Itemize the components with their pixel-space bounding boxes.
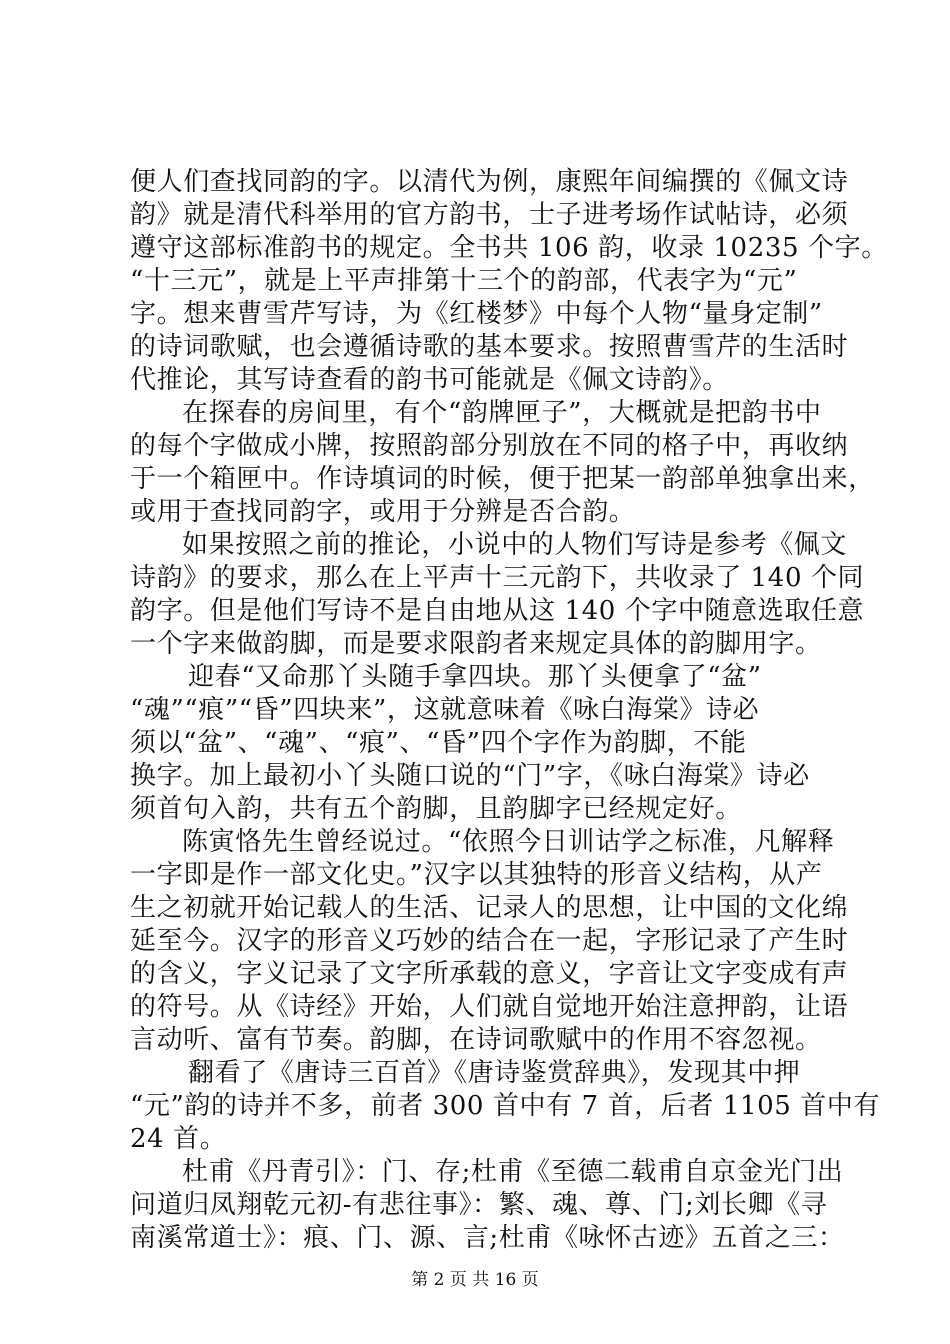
paragraph-start-line: 在探春的房间里，有个“韵牌匣子”，大概就是把韵书中 — [182, 398, 822, 428]
text-line: 24 首。 — [130, 1124, 227, 1154]
paragraph-start-line: 迎春“又命那丫头随手拿四块。那丫头便拿了“盆” — [188, 662, 762, 692]
text-line: 或用于查找同韵字，或用于分辨是否合韵。 — [130, 497, 636, 527]
text-line: 字。想来曹雪芹写诗，为《红楼梦》中每个人物“量身定制” — [130, 299, 823, 329]
text-line: 代推论，其写诗查看的韵书可能就是《佩文诗韵》。 — [130, 365, 729, 395]
text-line: 遵守这部标准韵书的规定。全书共 106 韵，收录 10235 个字。 — [130, 233, 888, 263]
text-line: 诗韵》的要求，那么在上平声十三元韵下，共收录了 140 个同 — [130, 563, 865, 593]
text-line: 的符号。从《诗经》开始，人们就自觉地开始注意押韵，让语 — [130, 992, 849, 1022]
text-line: “十三元”，就是上平声排第十三个的韵部，代表字为“元” — [130, 266, 798, 296]
paragraph-start-line: 陈寅恪先生曾经说过。“依照今日训诂学之标准，凡解释 — [182, 827, 835, 857]
text-line: 延至今。汉字的形音义巧妙的结合在一起，字形记录了产生时 — [130, 926, 849, 956]
text-line: 问道归凤翔乾元初-有悲往事》：繁、魂、尊、门;刘长卿《寻 — [130, 1190, 828, 1220]
text-line: 的含义，字义记录了文字所承载的意义，字音让文字变成有声 — [130, 959, 849, 989]
text-line: 韵》就是清代科举用的官方韵书，士子进考场作试帖诗，必须 — [130, 200, 849, 230]
text-line: 的诗词歌赋，也会遵循诗歌的基本要求。按照曹雪芹的生活时 — [130, 332, 849, 362]
text-line: 于一个箱匣中。作诗填词的时候，便于把某一韵部单独拿出来， — [130, 464, 875, 494]
text-line: 的每个字做成小牌，按照韵部分别放在不同的格子中，再收纳 — [130, 431, 849, 461]
text-line: 南溪常道士》：痕、门、源、言;杜甫《咏怀古迹》五首之三： — [130, 1223, 845, 1253]
text-line: 一字即是作一部文化史。”汉字以其独特的形音义结构，从产 — [130, 860, 823, 890]
text-line: 言动听、富有节奏。韵脚，在诗词歌赋中的作用不容忽视。 — [130, 1025, 822, 1055]
text-line: “元”韵的诗并不多，前者 300 首中有 7 首，后者 1105 首中有 — [130, 1091, 881, 1121]
text-line: 韵字。但是他们写诗不是自由地从这 140 个字中随意选取任意 — [130, 596, 865, 626]
paragraph-start-line: 如果按照之前的推论，小说中的人物们写诗是参考《佩文 — [182, 530, 848, 560]
text-line: 须以“盆”、“魂”、“痕”、“昏”四个字作为韵脚，不能 — [130, 728, 747, 758]
text-line: “魂”“痕”“昏”四块来”，这就意味着《咏白海棠》诗必 — [130, 695, 760, 725]
page-number-footer: 第 2 页 共 16 页 — [411, 1270, 539, 1290]
text-line: 换字。加上最初小丫头随口说的“门”字，《咏白海棠》诗必 — [130, 761, 810, 791]
document-body — [130, 166, 888, 1255]
text-line: 生之初就开始记载人的生活、记录人的思想，让中国的文化绵 — [130, 893, 849, 923]
text-line: 便人们查找同韵的字。以清代为例，康熙年间编撰的《佩文诗 — [130, 167, 849, 197]
paragraph-start-line: 杜甫《丹青引》：门、存;杜甫《至德二载甫自京金光门出 — [182, 1157, 844, 1187]
text-line: 须首句入韵，共有五个韵脚，且韵脚字已经规定好。 — [130, 794, 742, 824]
text-line: 一个字来做韵脚，而是要求限韵者来规定具体的韵脚用字。 — [130, 629, 822, 659]
paragraph-start-line: 翻看了《唐诗三百首》《唐诗鉴赏辞典》，发现其中押 — [188, 1058, 801, 1088]
